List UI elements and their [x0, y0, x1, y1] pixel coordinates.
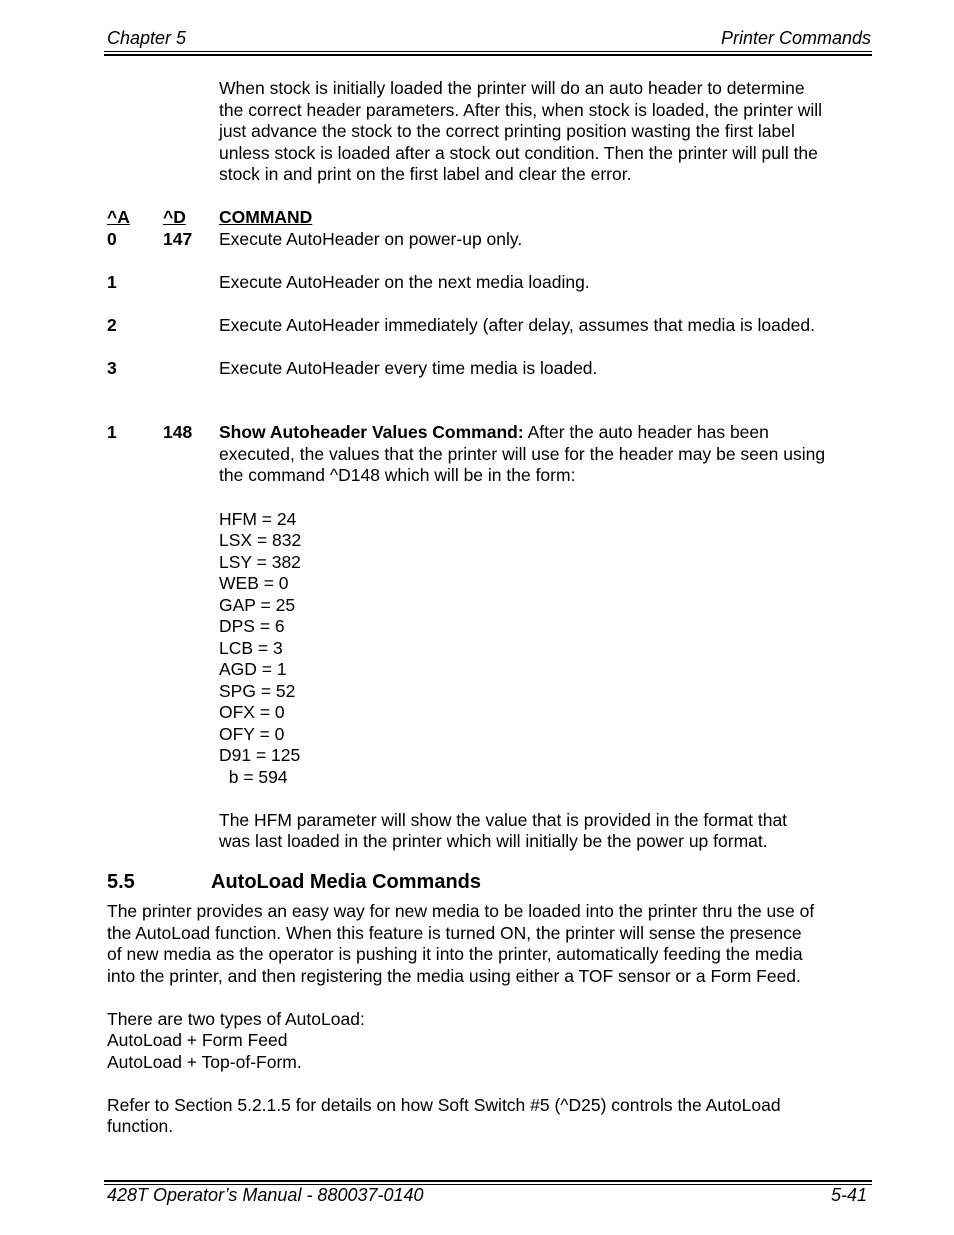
text-line: just advance the stock to the correct printing position wasting the first label	[219, 121, 795, 141]
text-line: the command ^D148 which will be in the form:	[219, 465, 576, 485]
footer-manual-title: 428T Operator’s Manual - 880037-0140	[107, 1185, 424, 1205]
column-header-d: ^D	[163, 207, 186, 227]
value-line: SPG = 52	[219, 681, 296, 701]
row-a-value: 1	[107, 422, 117, 442]
footer-rule-thick	[104, 1180, 872, 1182]
text-line: Refer to Section 5.2.1.5 for details on how Soft Switch #5 (^D25) controls the AutoLoad	[107, 1095, 781, 1115]
row-d-value: 147	[163, 229, 193, 249]
value-line: LCB = 3	[219, 638, 283, 658]
text-line: When stock is initially loaded the printer will do an auto header to determine	[219, 78, 805, 98]
row-command-text: Execute AutoHeader on the next media loading.	[219, 272, 590, 292]
value-line: GAP = 25	[219, 595, 296, 615]
row-a-value: 0	[107, 229, 117, 249]
text-line: AutoLoad + Top-of-Form.	[107, 1052, 302, 1072]
row-command-text: Execute AutoHeader on power-up only.	[219, 229, 523, 249]
text-line: The printer provides an easy way for new media to be loaded into the printer thru the use of	[107, 901, 815, 921]
text-line: AutoLoad + Form Feed	[107, 1030, 288, 1050]
running-header-chapter: Chapter 5	[107, 28, 187, 48]
value-line: OFY = 0	[219, 724, 285, 744]
row-command-text: Execute AutoHeader every time media is loaded.	[219, 358, 598, 378]
text-line: function.	[107, 1116, 174, 1136]
section-title: AutoLoad Media Commands	[211, 871, 482, 893]
show-command-text: After the auto header has been	[523, 422, 769, 442]
text-line: was last loaded in the printer which will initially be the power up format.	[219, 831, 768, 851]
value-line: HFM = 24	[219, 509, 297, 529]
text-line: the AutoLoad function. When this feature is turned ON, the printer will sense the presence	[107, 923, 802, 943]
value-line: AGD = 1	[219, 659, 287, 679]
text-line: unless stock is loaded after a stock out condition. Then the printer will pull the	[219, 143, 818, 163]
text-line: executed, the values that the printer will use for the header may be seen using	[219, 444, 826, 464]
row-a-value: 3	[107, 358, 117, 378]
row-a-value: 1	[107, 272, 117, 292]
value-line: OFX = 0	[219, 702, 285, 722]
value-line: DPS = 6	[219, 616, 285, 636]
column-header-a: ^A	[107, 207, 130, 227]
text-line: the correct header parameters. After this, when stock is loaded, the printer will	[219, 100, 823, 120]
show-command-title: Show Autoheader Values Command:	[219, 422, 524, 442]
text-line: stock in and print on the first label and clear the error.	[219, 164, 632, 184]
row-command-text: Execute AutoHeader immediately (after delay, assumes that media is loaded.	[219, 315, 815, 335]
show-command-line-1	[219, 422, 769, 444]
footer-page-number: 5-41	[830, 1185, 867, 1205]
text-line: The HFM parameter will show the value that is provided in the format that	[219, 810, 788, 830]
header-rule-thick	[104, 54, 872, 56]
row-d-value: 148	[163, 422, 193, 442]
section-number: 5.5	[107, 871, 135, 893]
column-header-command: COMMAND	[219, 207, 313, 227]
row-a-value: 2	[107, 315, 117, 335]
running-header-section: Printer Commands	[720, 28, 871, 48]
value-line: b = 594	[219, 767, 288, 787]
value-line: LSY = 382	[219, 552, 301, 572]
header-rule	[104, 51, 872, 52]
text-line: into the printer, and then registering the media using either a TOF sensor or a Form Feed.	[107, 966, 801, 986]
text-line: of new media as the operator is pushing it into the printer, automatically feeding the media	[107, 944, 803, 964]
text-line: There are two types of AutoLoad:	[107, 1009, 365, 1029]
value-line: D91 = 125	[219, 745, 301, 765]
value-line: WEB = 0	[219, 573, 289, 593]
value-line: LSX = 832	[219, 530, 302, 550]
